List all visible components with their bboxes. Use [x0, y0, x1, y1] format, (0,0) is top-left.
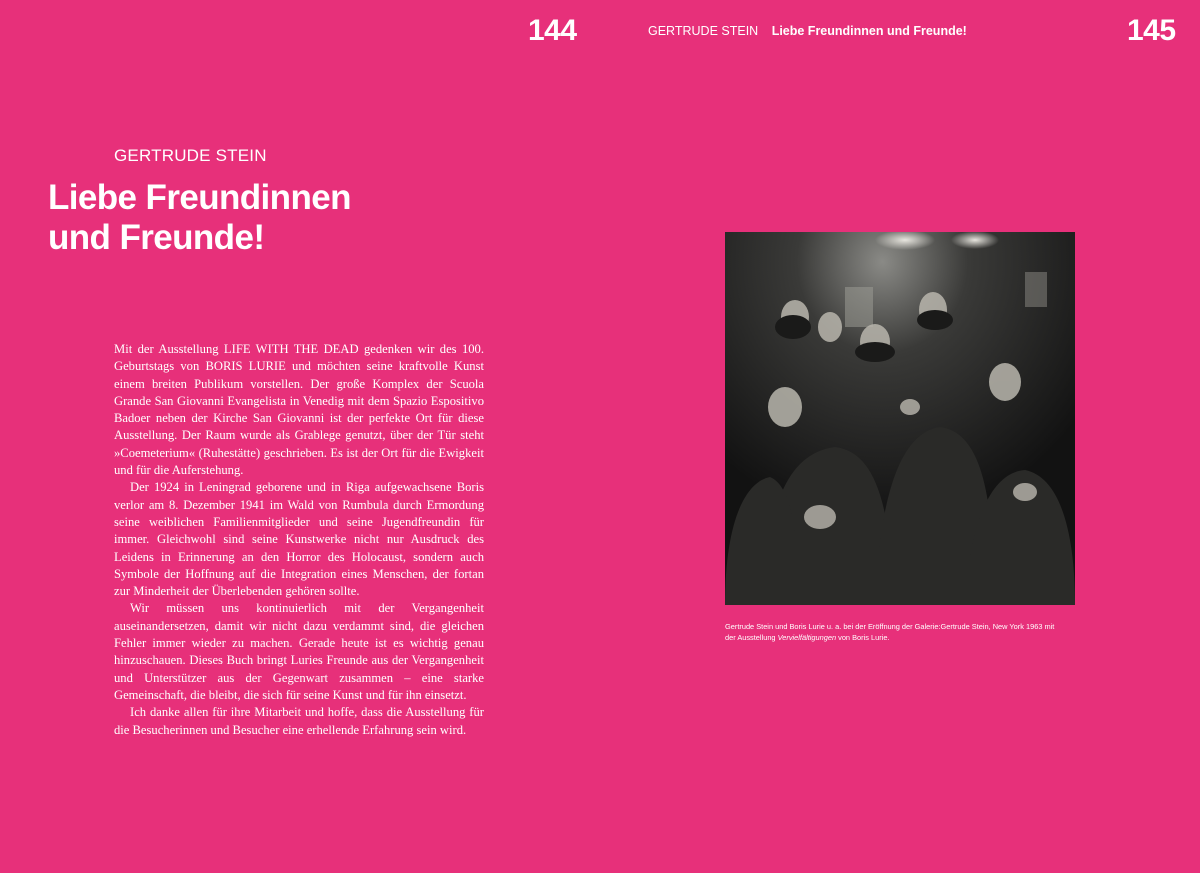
photo-crowd-illustration — [725, 232, 1075, 605]
running-header-title: Liebe Freundinnen und Freunde! — [771, 24, 967, 38]
page-number-left: 144 — [528, 14, 577, 47]
photo-caption — [725, 622, 1055, 643]
page-number-right: 145 — [1127, 14, 1176, 47]
body-paragraph: Mit der Ausstellung LIFE WITH THE DEAD gedenken wir des 100. Geburtstags von BORIS LURIE und möchten seine kraftvolle Kunst einem breiten Publikum vorstellen. Der große Komplex der Scuola Grande San Giovanni Evangelista in Venedig mit dem Spazio Espositivo Badoer neben der Kirche San Giovanni ist der perfekte Ort für diese Ausstellung. Der Raum wurde als Grablege genutzt, über der Tür steht »Coemeterium« (Ruhestätte) geschrieben. Es ist der Ort für die Ewigkeit und für die Auferstehung. — [114, 342, 484, 478]
gallery-opening-photo — [725, 232, 1075, 605]
running-header — [648, 24, 967, 38]
article-title — [48, 178, 351, 258]
article-title-line-1: Liebe Freundinnen — [48, 178, 351, 217]
article-title-line-2: und Freunde! — [48, 218, 265, 257]
article-body — [114, 341, 484, 739]
body-paragraph: Der 1924 in Leningrad geborene und in Riga aufgewachsene Boris verlor am 8. Dezember 1941 im Wald von Rumbula durch Ermordung seine weiblichen Familienmitglieder und seine Jugendfreundin für immer. Gleichwohl sind seine Kunstwerke nicht nur Ausdruck des Leidens in Erinnerung an den Horror des Holocaust, sondern auch Symbole der Hoffnung auf die Integration eines Menschen, der fortan zur Minderheit der Überlebenden gehören sollte. — [114, 480, 484, 599]
caption-exhibition-title: Vervielfältigungen — [777, 632, 837, 642]
body-paragraph: Wir müssen uns kontinuierlich mit der Vergangenheit auseinandersetzen, damit wir nicht dazu verdammt sind, die gleichen Fehler immer wieder zu machen. Gerade heute ist es wichtig genau hinzuschauen. Dieses Buch bringt Luries Freunde aus der Vergangenheit und Unterstützer aus der Gegenwart zusammen – eine starke Gemeinschaft, die bleibt, die sich für seine Kunst und für ihn einsetzt. — [114, 601, 484, 702]
running-header-author: GERTRUDE STEIN — [648, 24, 759, 38]
body-paragraph: Ich danke allen für ihre Mitarbeit und hoffe, dass die Ausstellung für die Besucherinnen und Besucher eine erhellende Erfahrung sein wird. — [114, 705, 484, 737]
caption-text-part-2: von Boris Lurie. — [836, 632, 890, 642]
caption-text-part-1: Gertrude Stein und Boris Lurie u. a. bei der Eröffnung der Galerie:Gertrude Stein, New York 1963 mit der Ausstellung — [725, 622, 1055, 642]
article-author: GERTRUDE STEIN — [114, 146, 267, 165]
